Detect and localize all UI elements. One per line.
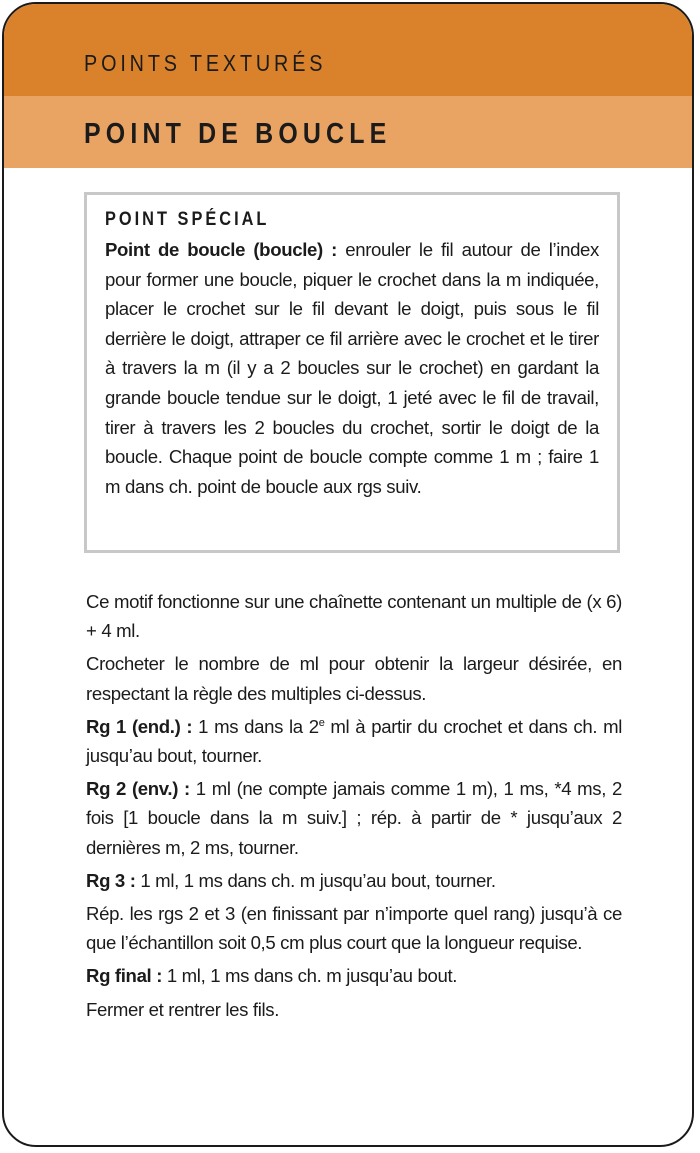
special-stitch-heading: POINT SPÉCIAL [105, 209, 270, 230]
stitch-card [2, 2, 694, 1147]
special-stitch-description: enrouler le fil autour de l’index pour former une boucle, piquer le crochet dans la m indiquée, placer le crochet sur le fil devant le doigt, puis sous le fil derrière le doigt, attraper ce fil arrière avec le crochet et le tirer à travers la m (il y a 2 boucles sur le crochet) en gardant la grande boucle tendue sur le doigt, 1 jeté avec le fil de travail, tirer à travers les 2 boucles du crochet, sortir le doigt de la boucle. Chaque point de boucle compte comme 1 m ; faire 1 m dans ch. point de boucle aux rgs suiv. [105, 239, 599, 497]
row-1-text-before: 1 ms dans la 2 [192, 715, 319, 737]
start-note: Crocheter le nombre de ml pour obtenir la largeur désirée, en respectant la règle des multiples ci-dessus. [86, 653, 622, 704]
final-row-label: Rg final : [86, 965, 163, 987]
repeat-note: Rép. les rgs 2 et 3 (en finissant par n’importe quel rang) jusqu’à ce que l’échantillon soit 0,5 cm plus court que la longueur requise. [86, 903, 622, 954]
stitch-title: POINT DE BOUCLE [84, 118, 392, 150]
multiple-note: Ce motif fonctionne sur une chaînette contenant un multiple de (x 6) + 4 ml. [86, 591, 622, 642]
final-row [86, 961, 622, 990]
row-1-superscript: e [318, 716, 325, 729]
special-stitch-box [84, 192, 620, 553]
row-2-text: 1 ml (ne compte jamais comme 1 m), 1 ms, *4 ms, 2 fois [1 boucle dans la m suiv.] ; rép. à partir de * jusqu’aux 2 dernières m, 2 ms, tourner. [86, 778, 622, 858]
category-heading: POINTS TEXTURÉS [84, 50, 327, 76]
special-stitch-text [105, 235, 599, 501]
row-3-text: 1 ml, 1 ms dans ch. m jusqu’au bout, tourner. [135, 869, 496, 891]
instructions [86, 587, 622, 1028]
row-3 [86, 866, 622, 895]
row-1 [86, 712, 622, 770]
row-2-label: Rg 2 (env.) : [86, 778, 190, 800]
row-1-label: Rg 1 (end.) : [86, 715, 193, 737]
row-1-text-after: ml à partir du crochet et dans ch. ml jusqu’au bout, tourner. [86, 715, 622, 767]
final-row-text: 1 ml, 1 ms dans ch. m jusqu’au bout. [162, 965, 458, 987]
row-3-label: Rg 3 : [86, 869, 136, 891]
row-2 [86, 774, 622, 862]
finish-note: Fermer et rentrer les fils. [86, 998, 280, 1020]
special-stitch-term: Point de boucle (boucle) : [105, 239, 337, 260]
